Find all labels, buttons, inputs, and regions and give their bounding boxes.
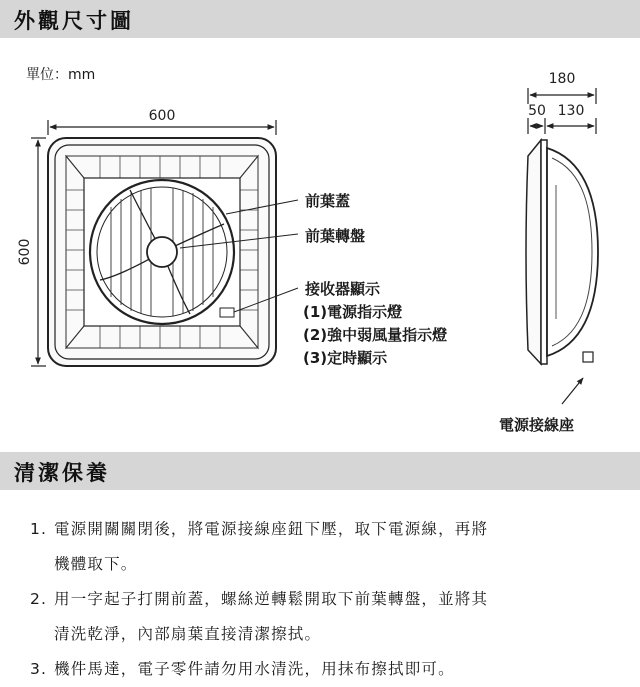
width-value: 600 — [148, 108, 176, 124]
depth-front-value: 50 — [528, 103, 546, 119]
cleaning-step-1 — [30, 512, 630, 582]
front-view-fan — [48, 138, 276, 366]
callout-receiver-item-3: (3)定時顯示 — [303, 349, 388, 367]
callout-front-disc: 前葉轉盤 — [305, 227, 366, 245]
depth-rear-value: 130 — [557, 103, 585, 119]
step-number: 2. — [30, 590, 48, 608]
callout-receiver-item-1: (1)電源指示燈 — [303, 303, 403, 321]
step-line: 機件馬達，電子零件請勿用水清洗，用抹布擦拭即可。 — [54, 660, 455, 678]
cleaning-section-header — [0, 452, 640, 490]
dimensions-section-title: 外觀尺寸圖 — [14, 9, 134, 33]
step-number: 3. — [30, 660, 48, 678]
step-line: 清洗乾淨，內部扇葉直接清潔擦拭。 — [54, 625, 322, 643]
cleaning-steps-list — [30, 512, 630, 687]
side-view-fan — [526, 140, 598, 404]
cleaning-step-2 — [30, 582, 630, 652]
height-value: 600 — [17, 238, 33, 266]
callout-receiver-item-2: (2)強中弱風量指示燈 — [303, 326, 448, 344]
callout-receiver: 接收器顯示 — [305, 280, 381, 298]
step-line: 機體取下。 — [54, 555, 138, 573]
unit-label: 單位：mm — [26, 67, 96, 83]
cleaning-step-3 — [30, 652, 630, 687]
step-line: 電源開關關閉後，將電源接線座鈕下壓，取下電源線，再將 — [54, 520, 489, 538]
step-line: 用一字起子打開前蓋，螺絲逆轉鬆開取下前葉轉盤，並將其 — [54, 590, 489, 608]
callout-power-socket: 電源接線座 — [499, 416, 575, 434]
cleaning-section-title: 清潔保養 — [14, 461, 110, 485]
depth-total-value: 180 — [548, 71, 576, 87]
step-number: 1. — [30, 520, 48, 538]
callout-front-cover: 前葉蓋 — [305, 192, 351, 210]
height-dimension-line — [31, 138, 46, 366]
